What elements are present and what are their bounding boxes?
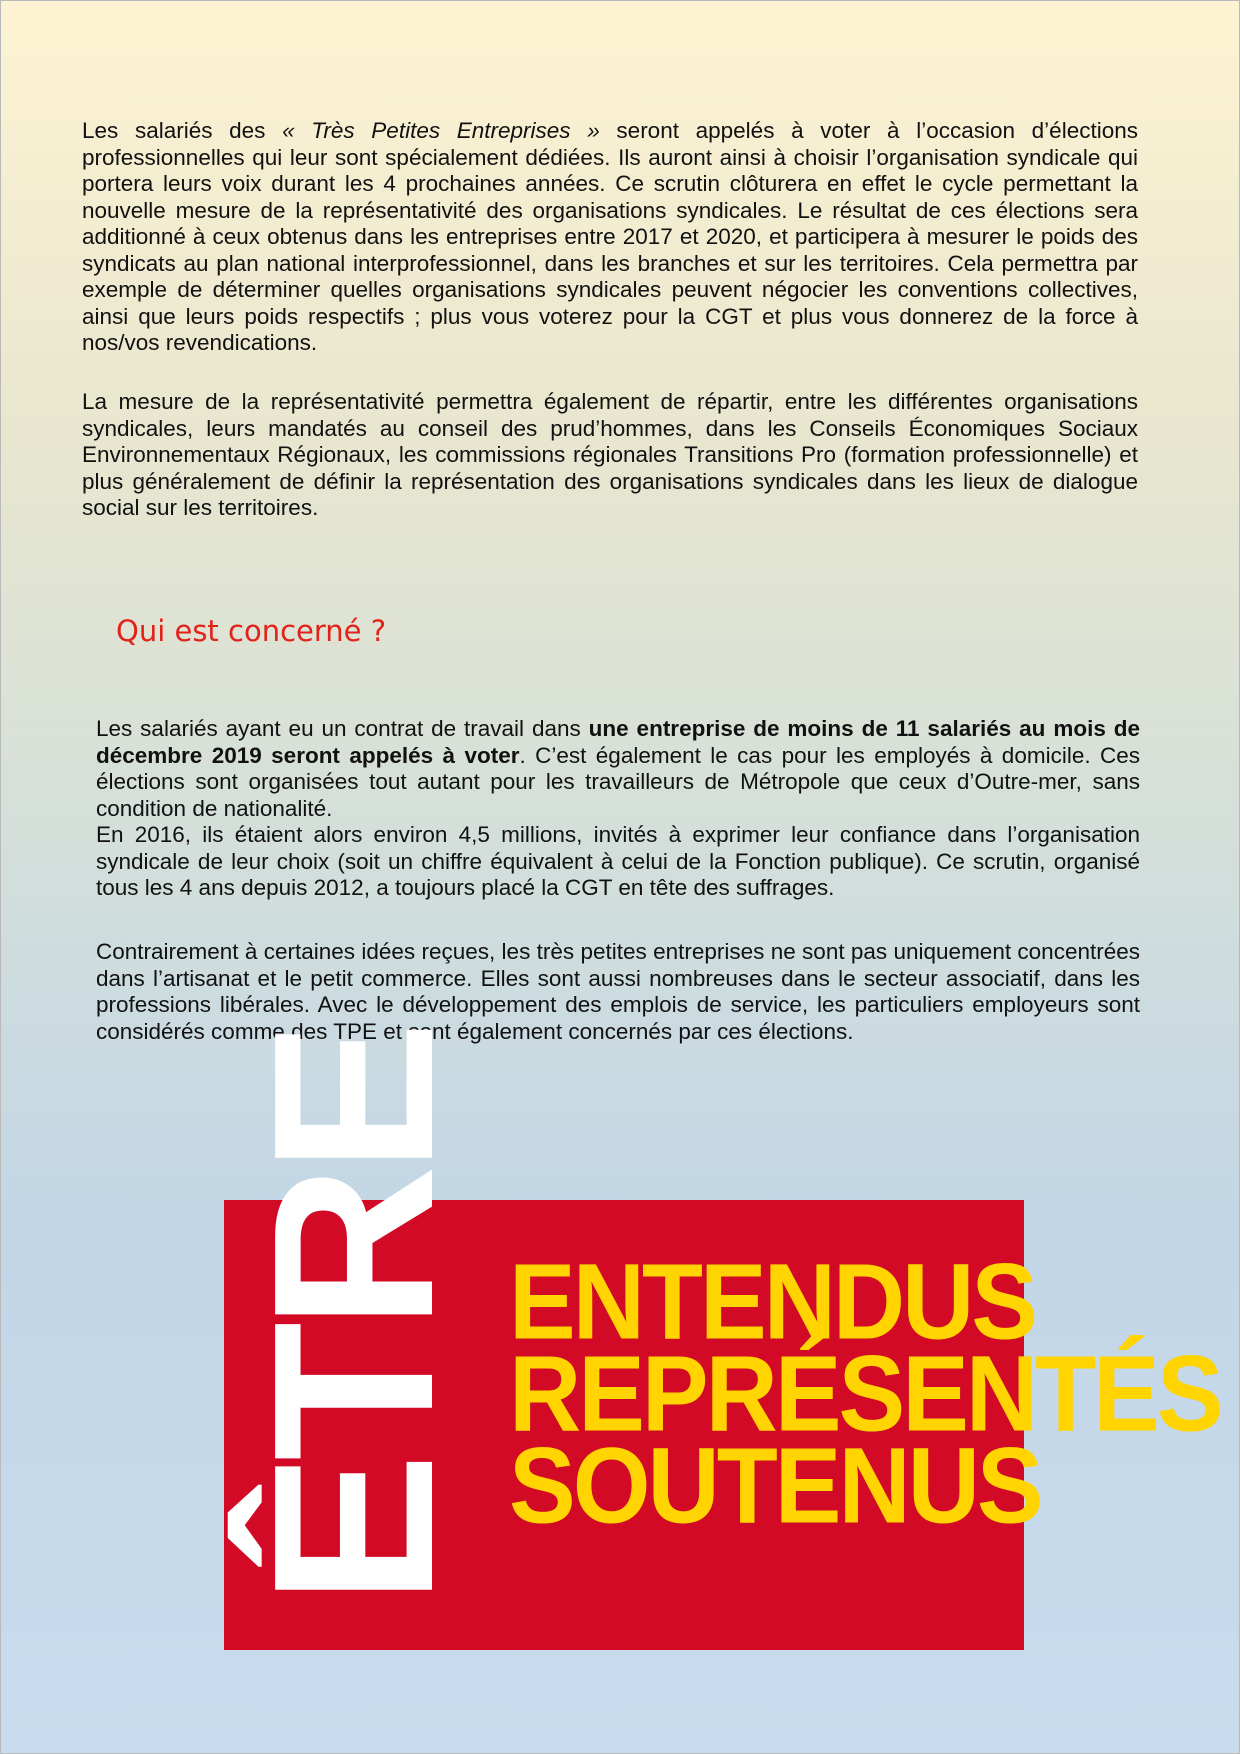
concerned-text-end: . C’est également le cas pour les employés à domicile. Ces élections sont organisées tout autant pour les travailleurs de Métropole que ceux d’Outre-mer, sans condition de nationalité. <box>96 742 1141 821</box>
banner-vertical-word: ÊTRE <box>227 1028 481 1605</box>
intro-text-start: Les salariés des <box>82 118 283 143</box>
banner-word-entendus: ENTENDUS <box>509 1241 1036 1363</box>
concerned-bold-text: une entreprise de moins de 11 salariés au mois de décembre 2019 seront appelés à voter <box>96 716 1140 768</box>
representativity-paragraph: La mesure de la représentativité permettra également de répartir, entre les différentes organisations syndicales, leurs mandatés au conseil des prud’hommes, dans les Conseils Économiques Sociaux Environnementaux Régionaux, les commissions régionales Transitions Pro (formation professionnelle) et plus généralement de définir la représentation des organisations syndicales dans les lieux de dialogue social sur les territoires. <box>82 389 1138 520</box>
concerned-text-start: Les salariés ayant eu un contrat de travail dans <box>96 716 589 741</box>
misconceptions-paragraph: Contrairement à certaines idées reçues, les très petites entreprises ne sont pas uniquement concentrées dans l’artisanat et le petit commerce. Elles sont aussi nombreuses dans le secteur associatif, dans les professions libérales. Avec le développement des emplois de service, les particuliers employeurs sont considérés comme des TPE et sont également concernés par ces élections. <box>96 939 1140 1044</box>
intro-italic-term: « Très Petites Entreprises » <box>282 118 600 143</box>
section-heading: Qui est concerné ? <box>116 614 387 648</box>
banner-word-soutenus: SOUTENUS <box>509 1425 1041 1547</box>
intro-paragraph <box>82 118 1138 357</box>
intro-text-end: seront appelés à voter à l’occasion d’élections professionnelles qui leur sont spécialement dédiées. Ils auront ainsi à choisir l’organisation syndicale qui portera leurs voix durant les 4 prochaines années. Ce scrutin clôturera en effet le cycle permettant la nouvelle mesure de la représentativité des organisations syndicales. Le résultat de ces élections sera additionné à ceux obtenus dans les entreprises entre 2017 et 2020, et participera à mesurer le poids des syndicats au plan national interprofessionnel, dans les branches et sur les territoires. Cela permettra par exemple de déterminer quelles organisations syndicales peuvent négocier les conventions collectives, ainsi que leurs poids respectifs ; plus vous voterez pour la CGT et plus vous donnerez de la force à nos/vos revendications. <box>82 118 1138 355</box>
etre-banner <box>224 1028 1221 1650</box>
concerned-2016-text: En 2016, ils étaient alors environ 4,5 millions, invités à exprimer leur confiance dans l’organisation syndicale de leur choix (soit un chiffre équivalent à celui de la Fonction publique). Ce scrutin, organisé tous les 4 ans depuis 2012, a toujours placé la CGT en tête des suffrages. <box>96 822 1140 900</box>
banner-word-representes: REPRÉSENTÉS <box>509 1333 1221 1455</box>
concerned-paragraph <box>96 716 1140 902</box>
